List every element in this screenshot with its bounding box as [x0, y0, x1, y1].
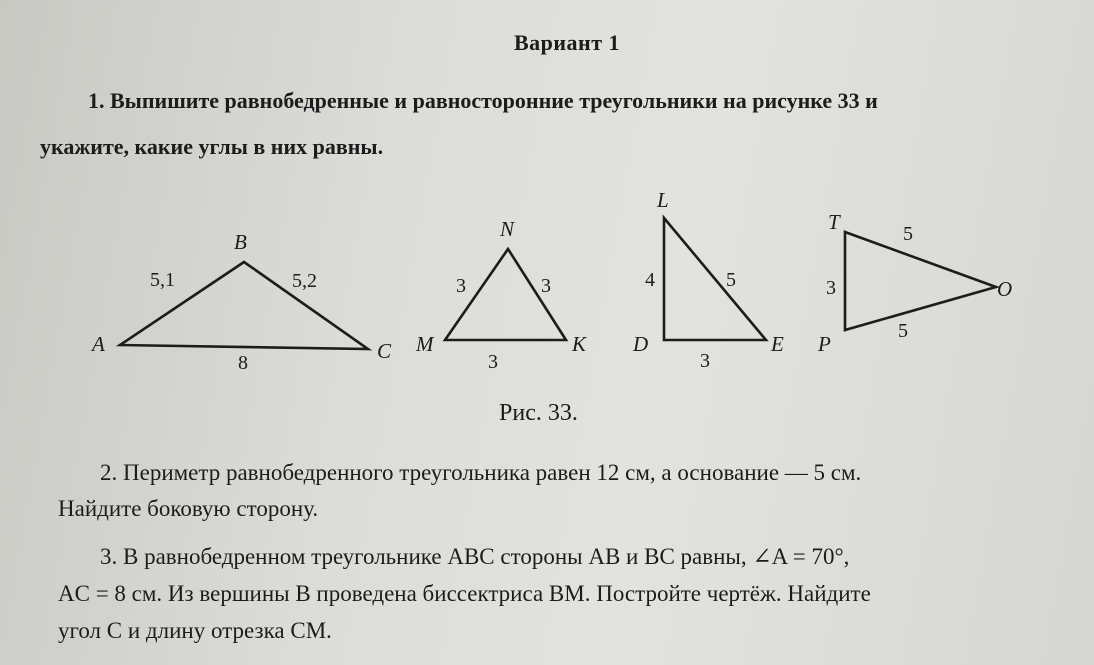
side-label-de: 3: [700, 350, 710, 372]
side-label-tp: 3: [826, 277, 836, 299]
vertex-label-p: P: [818, 332, 831, 356]
side-label-to: 5: [903, 223, 913, 245]
vertex-label-k: K: [572, 332, 587, 356]
side-label-bc: 5,2: [292, 270, 317, 292]
task-2-line-1: 2. Периметр равнобедренного треугольника равен 12 см, а основание — 5 см.: [100, 460, 862, 485]
vertex-label-a: A: [92, 332, 105, 356]
task-3-line-1: 3. В равнобедренном треугольнике ABC стороны AB и BC равны, ∠A = 70°,: [100, 544, 850, 569]
vertex-label-c: C: [377, 339, 392, 363]
vertex-label-l: L: [657, 188, 669, 212]
vertex-label-n: N: [500, 217, 515, 241]
triangle-top: [845, 232, 996, 330]
variant-title: Вариант 1: [513, 30, 621, 55]
task-3-line-2: AC = 8 см. Из вершины B проведена биссектриса BM. Постройте чертёж. Найдите: [58, 581, 871, 606]
figure-caption: Рис. 33.: [499, 400, 578, 426]
vertex-label-b: B: [234, 230, 247, 254]
task-3-line-3: угол C и длину отрезка CM.: [58, 618, 332, 643]
side-label-le: 5: [726, 269, 736, 291]
vertex-label-d: D: [633, 332, 649, 356]
side-label-mk: 3: [488, 351, 498, 373]
task-1-line-2: укажите, какие углы в них равны.: [40, 134, 384, 159]
side-label-po: 5: [898, 320, 908, 342]
task-2-line-2: Найдите боковую сторону.: [58, 496, 319, 521]
task-1-line-1: 1. Выпишите равнобедренные и равносторонние треугольники на рисунке 33 и: [88, 88, 878, 113]
triangle-dle: [664, 218, 766, 340]
side-label-ld: 4: [645, 269, 655, 291]
side-label-nk: 3: [541, 275, 551, 297]
vertex-label-m: M: [416, 332, 434, 356]
vertex-label-o: O: [997, 277, 1013, 301]
vertex-label-e: E: [771, 332, 784, 356]
side-label-mn: 3: [456, 275, 466, 297]
vertex-label-t: T: [828, 210, 840, 234]
side-label-ab: 5,1: [150, 269, 175, 291]
side-label-ac: 8: [238, 352, 248, 374]
